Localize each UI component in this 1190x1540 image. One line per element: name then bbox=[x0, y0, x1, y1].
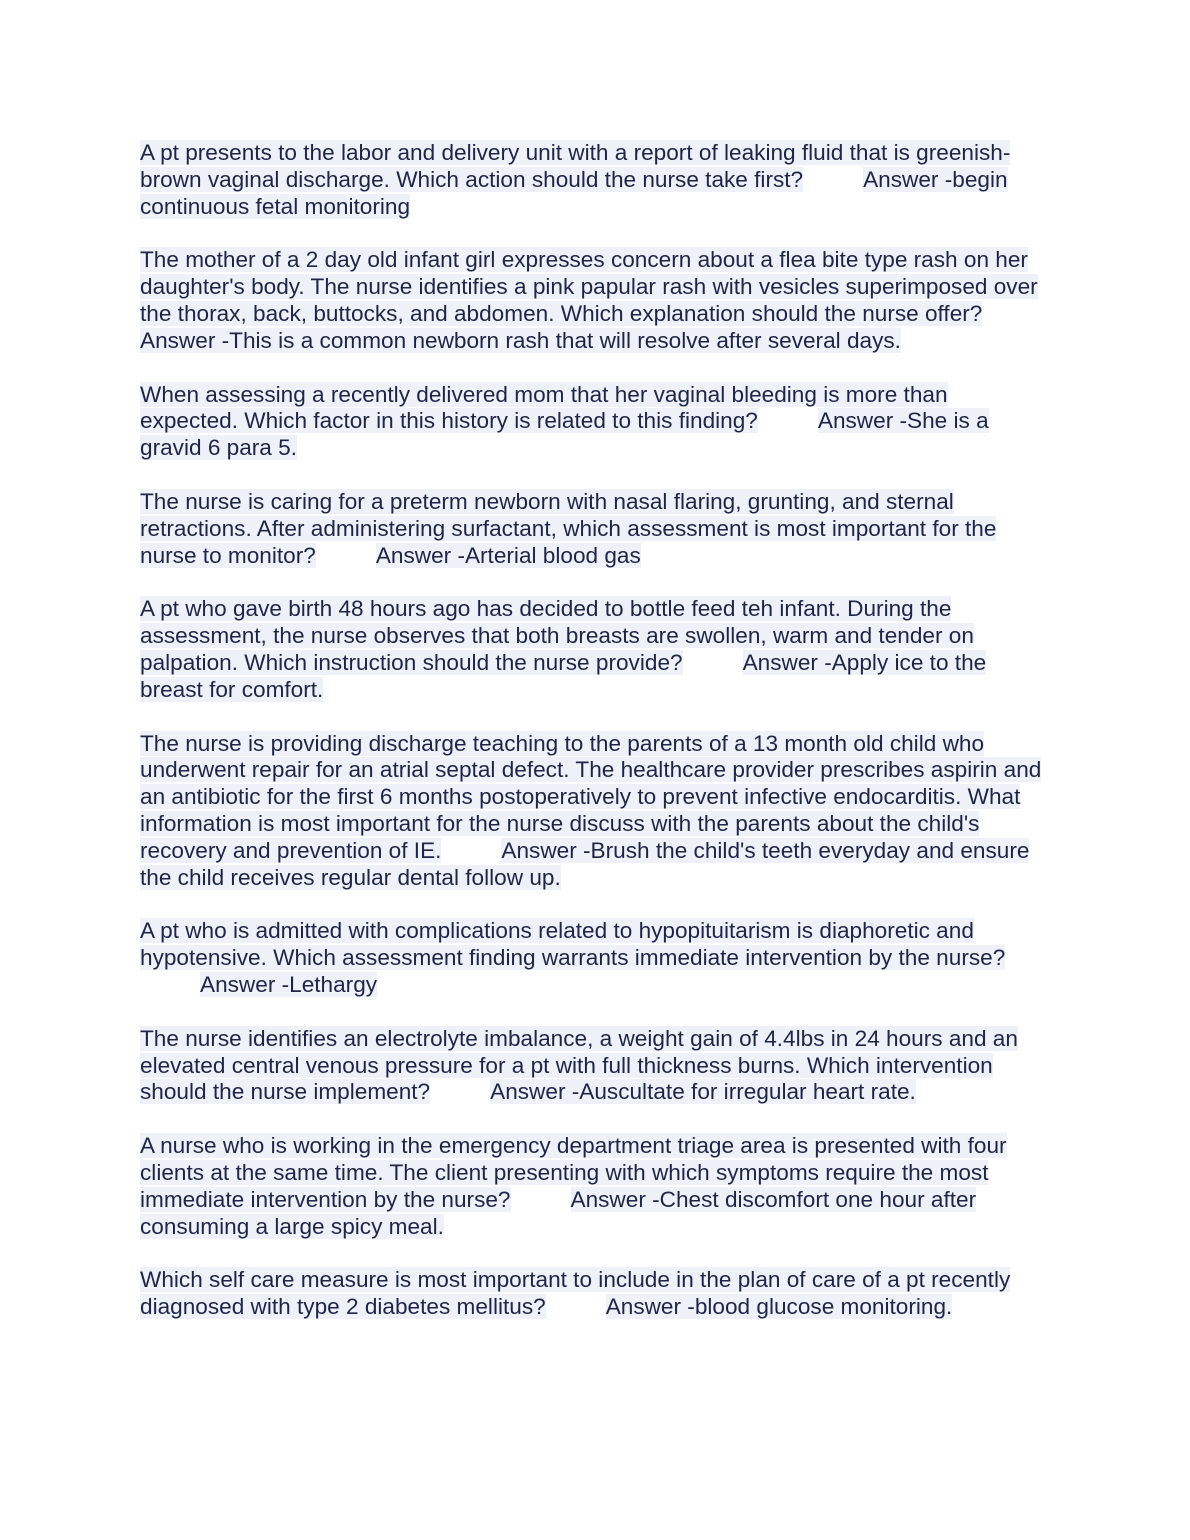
qa-item-5 bbox=[140, 596, 1050, 703]
question-text: A pt presents to the labor and delivery unit with a report of leaking fluid that is greenish-brown vaginal discharge. Which action should the nurse take first? bbox=[140, 140, 1011, 192]
qa-item-1 bbox=[140, 140, 1050, 220]
qa-item-7 bbox=[140, 918, 1050, 998]
answer-text: Answer -This is a common newborn rash that will resolve after several days. bbox=[140, 327, 901, 353]
qa-item-9 bbox=[140, 1133, 1050, 1240]
question-text: The mother of a 2 day old infant girl expresses concern about a flea bite type rash on her daughter's body. The nurse identifies a pink papular rash with vesicles superimposed over the thorax, back, buttocks, and abdomen. Which explanation should the nurse offer? bbox=[140, 247, 1038, 326]
answer-text: Answer -Arterial blood gas bbox=[375, 542, 641, 568]
answer-text: Answer -blood glucose monitoring. bbox=[605, 1294, 953, 1320]
answer-text: Answer -She is a gravid 6 para 5. bbox=[140, 408, 989, 461]
answer-text: Answer -Lethargy bbox=[200, 971, 378, 997]
question-text: A pt who gave birth 48 hours ago has decided to bottle feed teh infant. During the assessment, the nurse observes that both breasts are swollen, warm and tender on palpation. Which instruction should the nurse provide? bbox=[140, 596, 974, 675]
document-body bbox=[140, 140, 1050, 1348]
qa-item-10 bbox=[140, 1267, 1050, 1321]
qa-item-2 bbox=[140, 247, 1050, 354]
qa-item-8 bbox=[140, 1026, 1050, 1106]
qa-item-6 bbox=[140, 731, 1050, 892]
answer-text: Answer -Auscultate for irregular heart rate. bbox=[490, 1079, 916, 1105]
question-text: A nurse who is working in the emergency department triage area is presented with four clients at the same time. The client presenting with which symptoms require the most immediate intervention by the nurse? bbox=[140, 1133, 1007, 1212]
question-text: The nurse is caring for a preterm newborn with nasal flaring, grunting, and sternal retractions. After administering surfactant, which assessment is most important for the nurse to monitor? bbox=[140, 488, 997, 568]
question-text: Which self care measure is most important to include in the plan of care of a pt recently diagnosed with type 2 diabetes mellitus? bbox=[140, 1267, 1011, 1320]
answer-text: Answer -Apply ice to the breast for comfort. bbox=[140, 649, 987, 702]
answer-text: Answer -Chest discomfort one hour after consuming a large spicy meal. bbox=[140, 1186, 977, 1239]
question-text: The nurse identifies an electrolyte imbalance, a weight gain of 4.4lbs in 24 hours and an elevated central venous pressure for a pt with full thickness burns. Which intervention should the nurse implement? bbox=[140, 1025, 1018, 1105]
qa-item-3 bbox=[140, 382, 1050, 462]
question-text: When assessing a recently delivered mom that her vaginal bleeding is more than expected. Which factor in this history is related to this finding? bbox=[140, 381, 948, 434]
answer-text: Answer -begin continuous fetal monitoring bbox=[140, 166, 1008, 219]
question-text: The nurse is providing discharge teaching to the parents of a 13 month old child who underwent repair for an atrial septal defect. The healthcare provider prescribes aspirin and an antibiotic for the first 6 months postoperatively to prevent infective endocarditis. What information is most important for the nurse discuss with the parents about the child's recovery and prevention of IE. bbox=[140, 730, 1042, 863]
qa-item-4 bbox=[140, 489, 1050, 569]
answer-text: Answer -Brush the child's teeth everyday and ensure the child receives regular dental follow up. bbox=[140, 837, 1030, 890]
question-text: A pt who is admitted with complications related to hypopituitarism is diaphoretic and hypotensive. Which assessment finding warrants immediate intervention by the nurse? bbox=[140, 918, 1006, 971]
